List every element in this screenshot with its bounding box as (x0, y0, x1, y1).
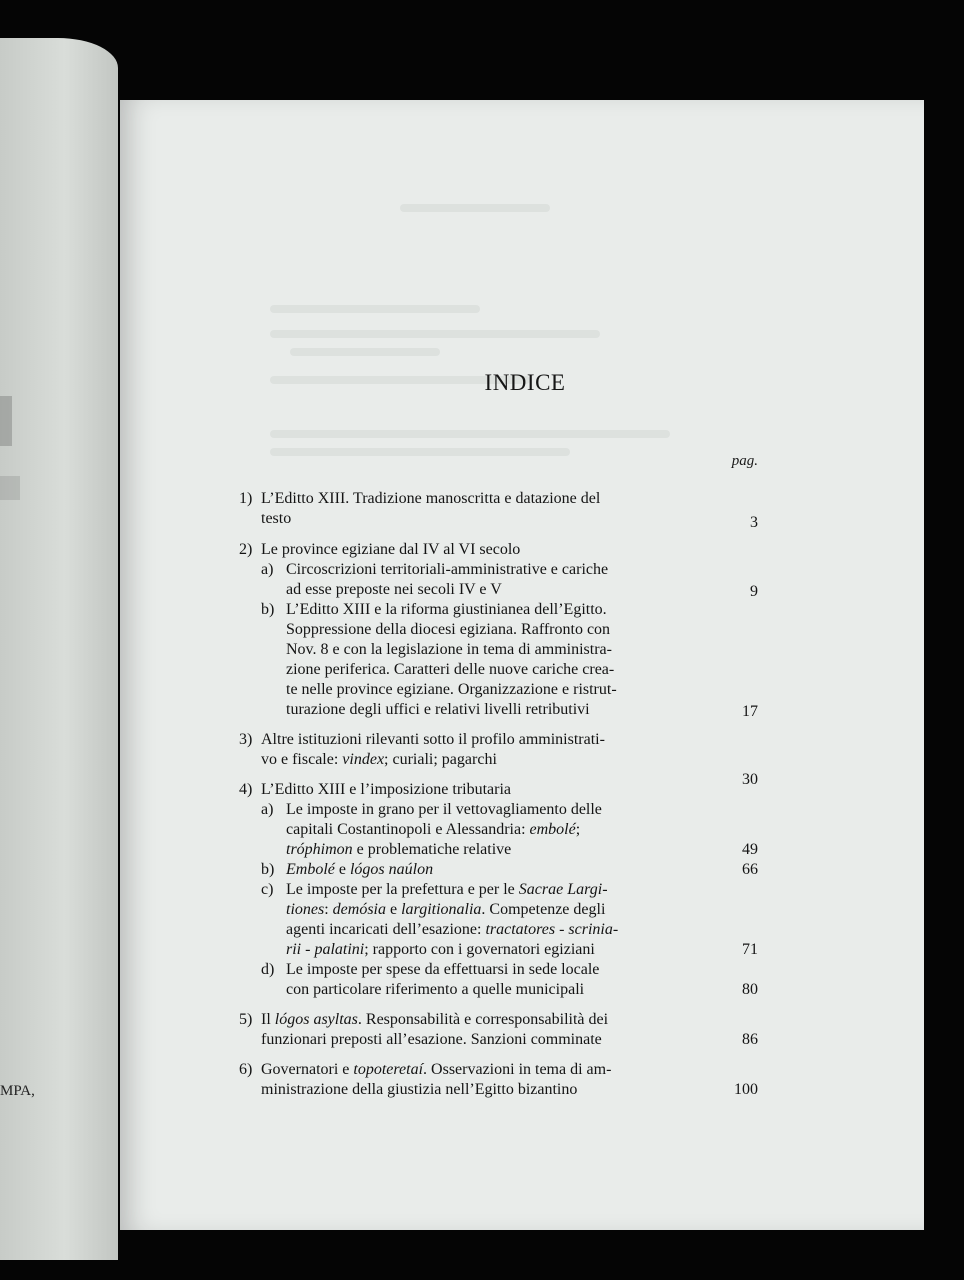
entry-text-line: funzionari preposti all’esazione. Sanzioni comminate (261, 1031, 602, 1048)
entry-text-segment: vo e fiscale: (261, 751, 343, 768)
entry-text-italic: vindex (342, 751, 385, 768)
entry-text-line: L’Editto XIII e la riforma giustinianea dell’Egitto. (286, 601, 607, 618)
entry-text-line: ad esse preposte nei secoli IV e V (286, 581, 502, 598)
entry-text-italic: embolé (529, 821, 576, 838)
entry-letter: b) (261, 601, 275, 618)
entry-number: 6) (239, 1061, 253, 1078)
entry-text-line (286, 860, 433, 880)
show-through-text (400, 204, 550, 212)
entry-text-italic: demósia (332, 901, 386, 918)
entry-page-number: 9 (750, 583, 758, 600)
show-through-text (270, 430, 670, 438)
entry-text-segment: e problematiche relative (352, 841, 512, 858)
entry-text-line: zione periferica. Caratteri delle nuove cariche crea- (286, 661, 615, 678)
entry-number: 5) (239, 1011, 253, 1028)
entry-text-line: Le imposte per spese da effettuarsi in sede locale (286, 961, 600, 978)
entry-text-italic: largitionalia (401, 901, 482, 918)
left-page-bleed-mark (0, 476, 20, 500)
entry-text-line: con particolare riferimento a quelle municipali (286, 981, 585, 998)
entry-letter: a) (261, 561, 274, 578)
left-page (0, 38, 118, 1260)
show-through-text (290, 348, 440, 356)
entry-page-number: 80 (742, 981, 758, 998)
left-page-bleed-mark (0, 396, 12, 446)
entry-text-segment: . Osservazioni in tema di am- (423, 1061, 612, 1078)
entry-text-italic: tiones (286, 901, 325, 918)
entry-number: 3) (239, 731, 253, 748)
show-through-text (270, 305, 480, 313)
entry-text-segment: . Competenze degli (481, 901, 606, 918)
entry-page-number: 71 (742, 941, 758, 958)
page-column-label: pag. (731, 453, 758, 469)
index-page (120, 100, 924, 1230)
entry-number: 4) (239, 781, 253, 798)
entry-letter: a) (261, 801, 274, 818)
entry-text-line: Nov. 8 e con la legislazione in tema di amministra- (286, 641, 612, 658)
entry-text-line (286, 880, 608, 900)
entry-text-segment: capitali Costantinopoli e Alessandria: (286, 821, 530, 838)
entry-text-italic: tractatores - scrinia- (485, 921, 619, 938)
entry-text-italic: lógos asyltas (274, 1011, 358, 1028)
entry-text-line: testo (261, 510, 292, 527)
entry-text-italic: topoteretaí (353, 1061, 424, 1078)
entry-number: 1) (239, 490, 253, 507)
left-page-footer-fragment: MPA, (0, 1083, 35, 1099)
entry-letter: d) (261, 961, 275, 978)
entry-text-segment: : (324, 901, 333, 918)
entry-text-segment: . Responsabilità e corresponsabilità dei (357, 1011, 609, 1028)
entry-text-segment: Le imposte per la prefettura e per le (286, 881, 519, 898)
entry-text-line (261, 750, 497, 770)
entry-text-italic: Sacrae Largi- (518, 881, 608, 898)
entry-text-italic: Embolé (286, 861, 335, 878)
entry-text-italic: lógos naúlon (349, 861, 434, 878)
page-title: INDICE (484, 370, 566, 395)
entry-text-line: turazione degli uffici e relativi livelli retributivi (286, 701, 590, 718)
entry-text-line: L’Editto XIII e l’imposizione tributaria (261, 781, 512, 798)
entry-text-line: Soppressione della diocesi egiziana. Raffronto con (286, 621, 611, 638)
entry-text-segment: Il (261, 1011, 275, 1028)
entry-text-segment: ; curiali; pagarchi (384, 751, 497, 768)
entry-text-segment: ; (575, 821, 581, 838)
entry-text-line (286, 840, 511, 860)
entry-text-italic: tróphimon (286, 841, 353, 858)
entry-letter: b) (261, 861, 275, 878)
entry-text-segment: e (386, 901, 402, 918)
entry-letter: c) (261, 881, 274, 898)
entry-page-number: 86 (742, 1031, 758, 1048)
entry-text-line (286, 900, 605, 920)
entry-page-number: 100 (734, 1081, 758, 1098)
entry-page-number: 66 (742, 861, 758, 878)
entry-text-line (261, 1010, 608, 1030)
show-through-text (270, 448, 570, 456)
entry-text-line (286, 920, 618, 940)
show-through-text (270, 330, 600, 338)
entry-page-number: 30 (742, 771, 758, 788)
entry-page-number: 3 (750, 514, 758, 531)
entry-number: 2) (239, 541, 253, 558)
entry-text-segment: ; rapporto con i governatori egiziani (364, 941, 595, 958)
entry-text-segment: agenti incaricati dell’esazione: (286, 921, 486, 938)
entry-text-line: te nelle province egiziane. Organizzazione e ristrut- (286, 681, 617, 698)
entry-text-segment: e (334, 861, 350, 878)
entry-text-line: ministrazione della giustizia nell’Egitto bizantino (261, 1081, 578, 1098)
entry-text-line: Le imposte in grano per il vettovagliamento delle (286, 801, 602, 818)
entry-text-line: Altre istituzioni rilevanti sotto il profilo amministrati- (261, 731, 605, 748)
entry-page-number: 17 (742, 703, 758, 720)
entry-text-segment: Governatori e (261, 1061, 354, 1078)
entry-text-italic: rii - palatini (286, 941, 365, 958)
entry-text-line: Le province egiziane dal IV al VI secolo (261, 541, 521, 558)
entry-text-line: L’Editto XIII. Tradizione manoscritta e datazione del (261, 490, 601, 507)
entry-text-line (286, 820, 580, 840)
entry-text-line (286, 940, 595, 960)
entry-page-number: 49 (742, 841, 758, 858)
entry-text-line (261, 1060, 611, 1080)
entry-text-line: Circoscrizioni territoriali-amministrative e cariche (286, 561, 609, 578)
